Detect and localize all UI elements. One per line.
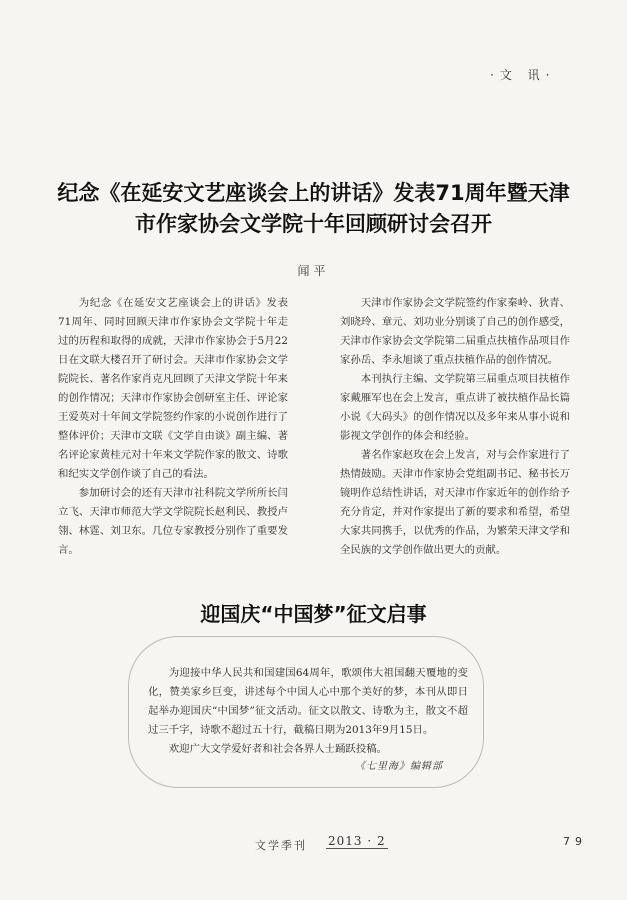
article-author: 闻平: [297, 264, 330, 278]
article-title-line2: 市作家协会文学院十年回顾研讨会召开: [135, 212, 492, 236]
article-paragraph: 天津市作家协会文学院签约作家秦岭、狄青、刘晓玲、章元、刘功业分别谈了自己的创作感受，天津市作家协会文学院第二届重点扶植作品项目作家孙岳、李永旭谈了重点扶植作品的创作情况。: [340, 297, 570, 366]
article-column-left: [58, 294, 288, 560]
notice-paragraph: 欢迎广大文学爱好者和社会各界人士踊跃投稿。: [168, 743, 387, 755]
notice-signature: 《七里海》编辑部: [355, 761, 443, 772]
footer-journal-name: 文学季刊: [255, 839, 307, 852]
article-paragraph: 为纪念《在延安文艺座谈会上的讲话》发表71周年、同时回顾天津市作家协会文学院十年走过的历程和取得的成就，天津市作家协会于5月22日在文联大楼召开了研讨会。天津市作家协会文学院院长、著名作家肖克凡回顾了天津文学院十年来的创作情况；天津市作家协会创研室主任、评论家王爱英对十年间文学院签约作家的小说创作进行了整体评价；天津市文联《文学自由谈》副主编、著名评论家黄桂元对十年来文学院作家的散文、诗歌和纪实文学创作谈了自己的看法。: [58, 297, 288, 480]
notice-body: [148, 664, 468, 759]
notice-title: 迎国庆“中国梦”征文启事: [200, 602, 427, 626]
article-title-line1: 纪念《在延安文艺座谈会上的讲话》发表71周年暨天津: [57, 181, 570, 205]
notice-paragraph: 为迎接中华人民共和国建国64周年，歌颂伟大祖国翻天覆地的变化，赞美家乡巨变，讲述每个中国人心中那个美好的梦，本刊从即日起举办迎国庆“中国梦”征文活动。征文以散文、诗歌为主，散文不超过三千字，诗歌不超过五十行，截稿日期为2013年9月15日。: [148, 667, 468, 736]
article-paragraph: 著名作家赵玫在会上发言，对与会作家进行了热情鼓励。天津市作家协会党组副书记、秘书长万镜明作总结性讲话，对天津市作家近年的创作给予充分肯定，并对作家提出了新的要求和希望，希望大家共同携手，以优秀的作品，为繁荣天津文学和全民族的文学创作做出更大的贡献。: [340, 449, 570, 556]
article-title: [40, 178, 587, 240]
page-number: 79: [563, 835, 587, 848]
article-paragraph: 本刊执行主编、文学院第三届重点项目扶植作家戴雁军也在会上发言，重点讲了被扶植作品长篇小说《大码头》的创作情况以及多年来从事小说和影视文学创作的体会和经验。: [340, 373, 570, 442]
footer-issue: 2013 · 2: [328, 834, 386, 848]
article-column-right: [340, 294, 570, 560]
section-tag: ·文 讯·: [490, 68, 556, 82]
article-paragraph: 参加研讨会的还有天津市社科院文学所所长闫立飞、天津市师范大学文学院院长赵利民、教授卢翎、林霆、刘卫东。几位专家教授分别作了重要发言。: [58, 487, 288, 556]
